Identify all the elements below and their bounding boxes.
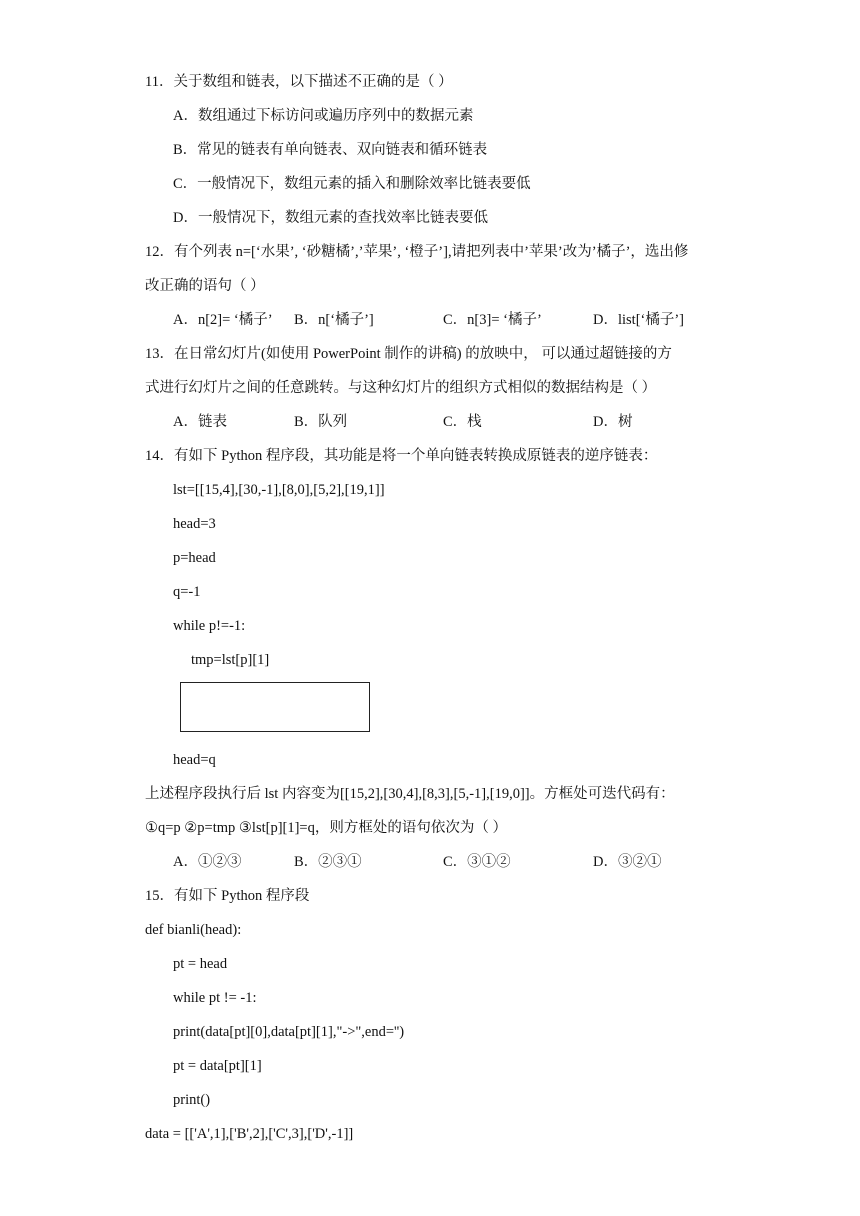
q15-code-line: def bianli(head): [145,922,242,938]
q14-option-c: C．③①② [443,854,511,870]
q13-option-c: C．栈 [443,414,482,430]
q12-option-d: D．list[‘橘子’] [593,312,685,328]
q14-option-d: D．③②① [593,854,662,870]
q13-option-b: B．队列 [294,414,348,430]
q12-option-a: A．n[2]= ‘橘子’ [173,312,273,328]
q15-code-line: print() [173,1092,211,1108]
q14-code-line: q=-1 [173,584,201,600]
q13-option-d: D．树 [593,414,633,430]
q15-code-line: while pt != -1: [173,990,257,1006]
q14-code-line: head=3 [173,516,216,532]
q11-option-d: D．一般情况下，数组元素的查找效率比链表要低 [173,210,488,226]
q15-code-line: print(data[pt][0],data[pt][1],"->",end='') [173,1024,405,1040]
answer-blank-box [180,682,370,732]
q13-option-a: A．链表 [173,414,227,430]
q14-code-line: while p!=-1: [173,618,246,634]
q15-code-line: pt = head [173,956,228,972]
q15-stem: 15．有如下 Python 程序段 [145,888,310,904]
q14-stem: 14．有如下 Python 程序段，其功能是将一个单向链表转换成原链表的逆序链表： [145,448,658,464]
q13-stem-line2: 式进行幻灯片之间的任意跳转。与这种幻灯片的组织方式相似的数据结构是（ ） [145,380,657,396]
q11-option-c: C．一般情况下，数组元素的插入和删除效率比链表要低 [173,176,531,192]
q14-code-line: head=q [173,752,216,768]
q13-stem-line1: 13．在日常幻灯片(如使用 PowerPoint 制作的讲稿) 的放映中， 可以通过超链接的方 [145,346,672,362]
q15-code-line: data = [['A',1],['B',2],['C',3],['D',-1]] [145,1126,354,1142]
q14-option-a: A．①②③ [173,854,242,870]
q14-after-line1: 上述程序段执行后 lst 内容变为[[15,2],[30,4],[8,3],[5,-1],[19,0]]。方框处可迭代码有： [145,786,675,802]
q12-option-b: B．n[‘橘子’] [294,312,374,328]
q12-stem-line1: 12．有个列表 n=[‘水果’, ‘砂糖橘’,’苹果’, ‘橙子’],请把列表中’苹果’改为’橘子’，选出修 [145,244,689,260]
q11-stem: 11．关于数组和链表，以下描述不正确的是（ ） [145,74,453,90]
q12-stem-line2: 改正确的语句（ ） [145,278,265,294]
q11-option-b: B．常见的链表有单向链表、双向链表和循环链表 [173,142,488,158]
q14-after-line2: ①q=p ②p=tmp ③lst[p][1]=q，则方框处的语句依次为（ ） [145,820,507,836]
q11-option-a: A．数组通过下标访问或遍历序列中的数据元素 [173,108,474,124]
q12-option-c: C．n[3]= ‘橘子’ [443,312,542,328]
q14-option-b: B．②③① [294,854,362,870]
q14-code-line: p=head [173,550,216,566]
q14-code-line: lst=[[15,4],[30,-1],[8,0],[5,2],[19,1]] [173,482,385,498]
q15-code-line: pt = data[pt][1] [173,1058,262,1074]
q14-code-line: tmp=lst[p][1] [191,652,270,668]
